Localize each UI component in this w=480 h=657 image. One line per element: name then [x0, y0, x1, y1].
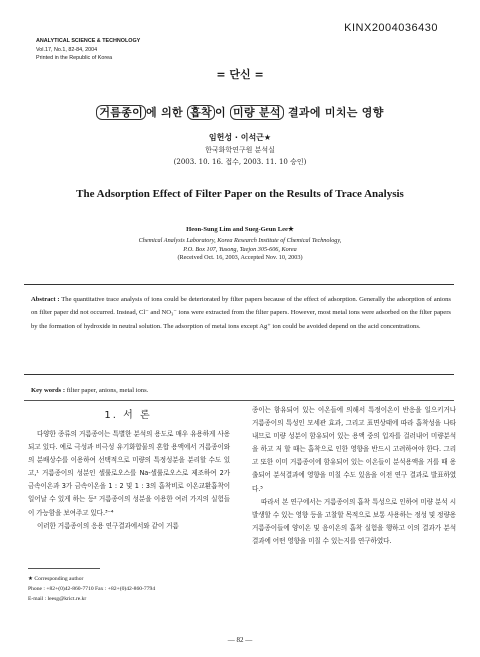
korean-title [0, 104, 480, 120]
keywords-label: Key words : [31, 387, 66, 394]
section-heading: 1. 서 론 [104, 410, 152, 421]
section-label: = 단신 = [216, 68, 264, 81]
journal-info [36, 37, 140, 63]
paragraph: 종이는 함유되어 있는 이온들에 의해서 특정이온이 반응을 일으키거나 거름종이의 특성인 모세관 효과, 그리고 표면상태에 따라 흡착성을 나타내므로 미량 성분이 함유되어 있는 용액 중의 입자를 걸러내어 미량분석을 하고 저 할 때는 흡착으로 인한 영향을 반드시 고려하여야 한다. 그리고 또한 이미 거름종이에 함유되어 있는 이온들이 분석용액을 거를 때 용출되어 분석결과에 영향을 미칠 수도 있음을 이전 연구 결과로 발표하였다.⁵ [252, 406, 456, 493]
journal-volume: Vol.17, No.1, 82-84, 2004 [36, 46, 98, 53]
journal-name: ANALYTICAL SCIENCE & TECHNOLOGY [36, 38, 141, 44]
korean-dates: (2003. 10. 16. 접수, 2003. 11. 10 승인) [173, 158, 307, 166]
paragraph: 따라서 본 연구에서는 거름종이의 흡착 특성으로 인하여 미량 분석 시 발생할 수 있는 영향 등을 고찰할 목적으로 보통 사용하는 정성 및 정량용 거름종이들에 양이온 및 음이온의 흡착 실험을 행하고 이의 결과가 분석결과에 어떤 영향을 미칠 수 있는지를 연구하였다. [252, 497, 456, 545]
footnote [28, 574, 238, 604]
divider [24, 400, 454, 401]
body-left-column [28, 428, 230, 533]
keywords-text: filter paper, anions, metal ions. [66, 387, 149, 394]
title-text-2: 이 [214, 106, 231, 119]
english-affiliation [0, 236, 480, 254]
highlight-word-2: 흡착 [187, 105, 215, 120]
received-dates: (Received Oct. 16, 2003, Accepted Nov. 10, 2003) [177, 254, 303, 261]
footnote-divider [28, 568, 100, 569]
paragraph: 이러한 거름종이의 응용 연구결과에서와 같이 거름 [37, 521, 179, 530]
highlight-word-3: 미량 분석 [230, 105, 284, 120]
english-title: The Adsorption Effect of Filter Paper on the Results of Trace Analysis [76, 188, 404, 200]
korean-authors: 임헌성 · 이석근★ [208, 133, 272, 142]
abstract-label: Abstract : [31, 296, 60, 303]
title-text-1: 에 의한 [146, 106, 188, 119]
keywords [31, 387, 451, 394]
document-id: KINX2004036430 [344, 22, 438, 34]
page-number: — 82 — [227, 636, 253, 644]
english-authors: Heon-Sung Lim and Sueg-Geun Lee★ [186, 226, 294, 233]
body-right-column [252, 404, 456, 548]
journal-printed: Printed in the Republic of Korea [36, 55, 113, 61]
abstract [31, 293, 451, 333]
affiliation-line-2: P.O. Box 107, Yusong, Taejon 305-606, Korea [183, 246, 297, 253]
highlight-word-1: 거름종이 [96, 105, 146, 120]
affiliation-line-1: Chemical Analysis Laboratory, Korea Research Institute of Chemical Technology, [138, 237, 342, 244]
paragraph: 다양한 종류의 거름종이는 특별한 분석의 용도로 매우 유용하게 사용되고 있다. 예로 극성과 비극성 유기화합물의 혼합 용액에서 거름종이와의 분배상수를 이용하여 선택적으로 미량의 특정성분을 분리할 수도 있고,¹ 거름종이의 성분인 셀룰로오스를 Na-셀룰로오스로 제조하여 2가 금속이온과 3가 금속이온을 1 : 2 및 1 : 3의 흡착비로 이온교환흡착이 일어날 수 있게 하는 등² 거름종이의 성분을 이용한 여러 가지의 실험들이 가능함을 보여주고 있다.³⁻⁴ [28, 430, 230, 517]
abstract-text: The quantitative trace analysis of ions could be deteriorated by filter papers because of the effect of adsorption. Generally the adsorption of anions on filter paper did not occurred. Instead, Cl⁻ and NO₃⁻ ions were extracted from the filter papers. However, most metal ions were adsorbed on the filter papers by the formation of hydroxide in neutral solution. The adsorption of metal ions except Ag⁺ ion could be avoided depend on the acid concentrations. [31, 296, 451, 330]
contact-phone: Phone : +82+(0)42-860-7710 Fax : +82+(0)42-860-7794 [28, 586, 156, 592]
contact-email: E-mail : leesg@krict.re.kr [28, 596, 87, 602]
title-text-3: 결과에 미치는 영향 [283, 106, 384, 119]
korean-affiliation: 한국화학연구원 분석실 [205, 146, 275, 154]
corresponding-author: ★ Corresponding author [28, 576, 84, 582]
